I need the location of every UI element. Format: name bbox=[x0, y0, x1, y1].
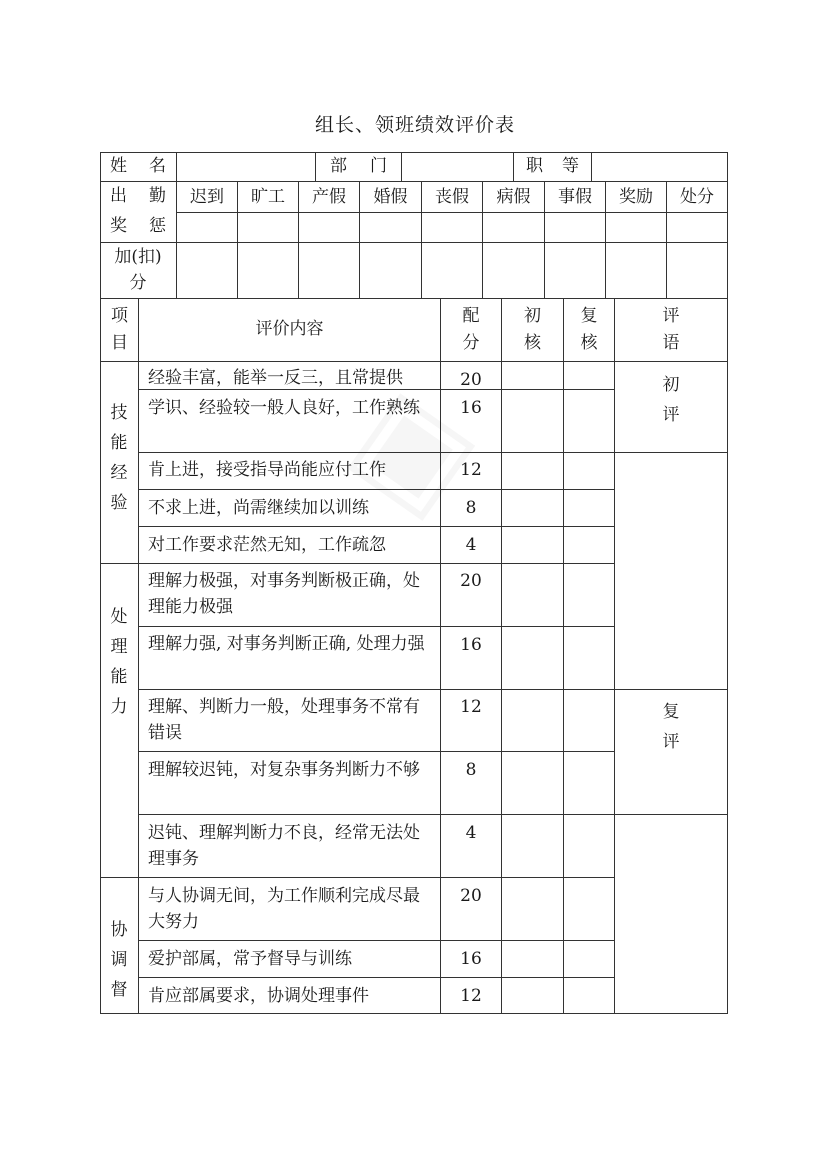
criteria-score: 4 bbox=[465, 535, 477, 555]
criteria-text: 不求上进，尚需继续加以训练 bbox=[148, 498, 369, 518]
score-adjust-label: 加(扣) 分 bbox=[114, 247, 162, 293]
name-label: 姓 名 bbox=[110, 156, 166, 176]
criteria-text: 爱护部属，常予督导与训练 bbox=[148, 949, 352, 969]
criteria-score: 20 bbox=[460, 886, 482, 906]
criteria-score: 8 bbox=[465, 760, 477, 780]
criteria-text: 理解力极强，对事务判断极正确，处理能力极强 bbox=[148, 571, 420, 617]
criteria-text: 肯应部属要求，协调处理事件 bbox=[148, 986, 369, 1006]
section-handling-ability: 处理能力 bbox=[110, 607, 128, 717]
criteria-score: 16 bbox=[460, 398, 482, 418]
col-bereavement: 丧假 bbox=[435, 187, 469, 207]
dept-label: 部 门 bbox=[330, 156, 387, 176]
reward-penalty-label: 奖 惩 bbox=[110, 216, 166, 236]
comment-header: 评 语 bbox=[662, 306, 680, 353]
criteria-score: 16 bbox=[460, 949, 482, 969]
name-field[interactable] bbox=[177, 153, 315, 181]
criteria-score: 4 bbox=[465, 823, 477, 843]
criteria-text: 对工作要求茫然无知，工作疏忽 bbox=[148, 535, 386, 555]
col-penalty: 处分 bbox=[680, 187, 714, 207]
criteria-text: 迟钝、理解判断力不良，经常无法处理事务 bbox=[148, 823, 420, 869]
col-marriage: 婚假 bbox=[373, 187, 408, 207]
section-coordination: 协调督 bbox=[110, 920, 128, 1000]
col-late: 迟到 bbox=[190, 187, 224, 207]
criteria-text: 理解较迟钝，对复杂事务判断力不够 bbox=[148, 760, 420, 780]
grade-field[interactable] bbox=[592, 153, 727, 181]
criteria-text: 理解、判断力一般，处理事务不常有错误 bbox=[148, 697, 420, 743]
criteria-text: 肯上进，接受指导尚能应付工作 bbox=[148, 460, 386, 480]
page-title: 组长、领班绩效评价表 bbox=[314, 114, 515, 136]
col-personal: 事假 bbox=[558, 187, 592, 207]
re-check-header: 复 核 bbox=[580, 306, 598, 353]
attendance-label: 出 勤 bbox=[110, 186, 166, 206]
item-header: 项 目 bbox=[111, 306, 128, 353]
criteria-score: 12 bbox=[460, 697, 482, 717]
col-reward: 奖励 bbox=[619, 187, 653, 207]
col-sick: 病假 bbox=[496, 187, 531, 207]
col-absent: 旷工 bbox=[251, 187, 285, 207]
criteria-text: 学识、经验较一般人良好，工作熟练 bbox=[148, 398, 420, 418]
points-header: 配 分 bbox=[462, 306, 480, 353]
criteria-score: 12 bbox=[460, 986, 482, 1006]
criteria-score: 20 bbox=[460, 370, 482, 390]
first-check-header: 初 核 bbox=[524, 306, 541, 353]
criteria-score: 16 bbox=[460, 635, 482, 655]
initial-review-label: 初 评 bbox=[662, 375, 680, 425]
col-maternity: 产假 bbox=[312, 187, 346, 207]
dept-field[interactable] bbox=[402, 153, 513, 181]
criteria-score: 20 bbox=[460, 571, 482, 591]
criteria-score: 8 bbox=[465, 498, 477, 518]
second-review-label: 复 评 bbox=[662, 702, 680, 752]
criteria-text: 经验丰富，能举一反三，且常提供 bbox=[148, 368, 403, 388]
content-header: 评价内容 bbox=[255, 319, 324, 339]
criteria-score: 12 bbox=[460, 460, 482, 480]
criteria-text: 理解力强, 对事务判断正确, 处理力强 bbox=[148, 634, 425, 654]
grade-label: 职 等 bbox=[526, 156, 579, 176]
section-skill-experience: 技能经验 bbox=[110, 403, 128, 513]
criteria-text: 与人协调无间，为工作顺利完成尽最大努力 bbox=[148, 886, 420, 932]
